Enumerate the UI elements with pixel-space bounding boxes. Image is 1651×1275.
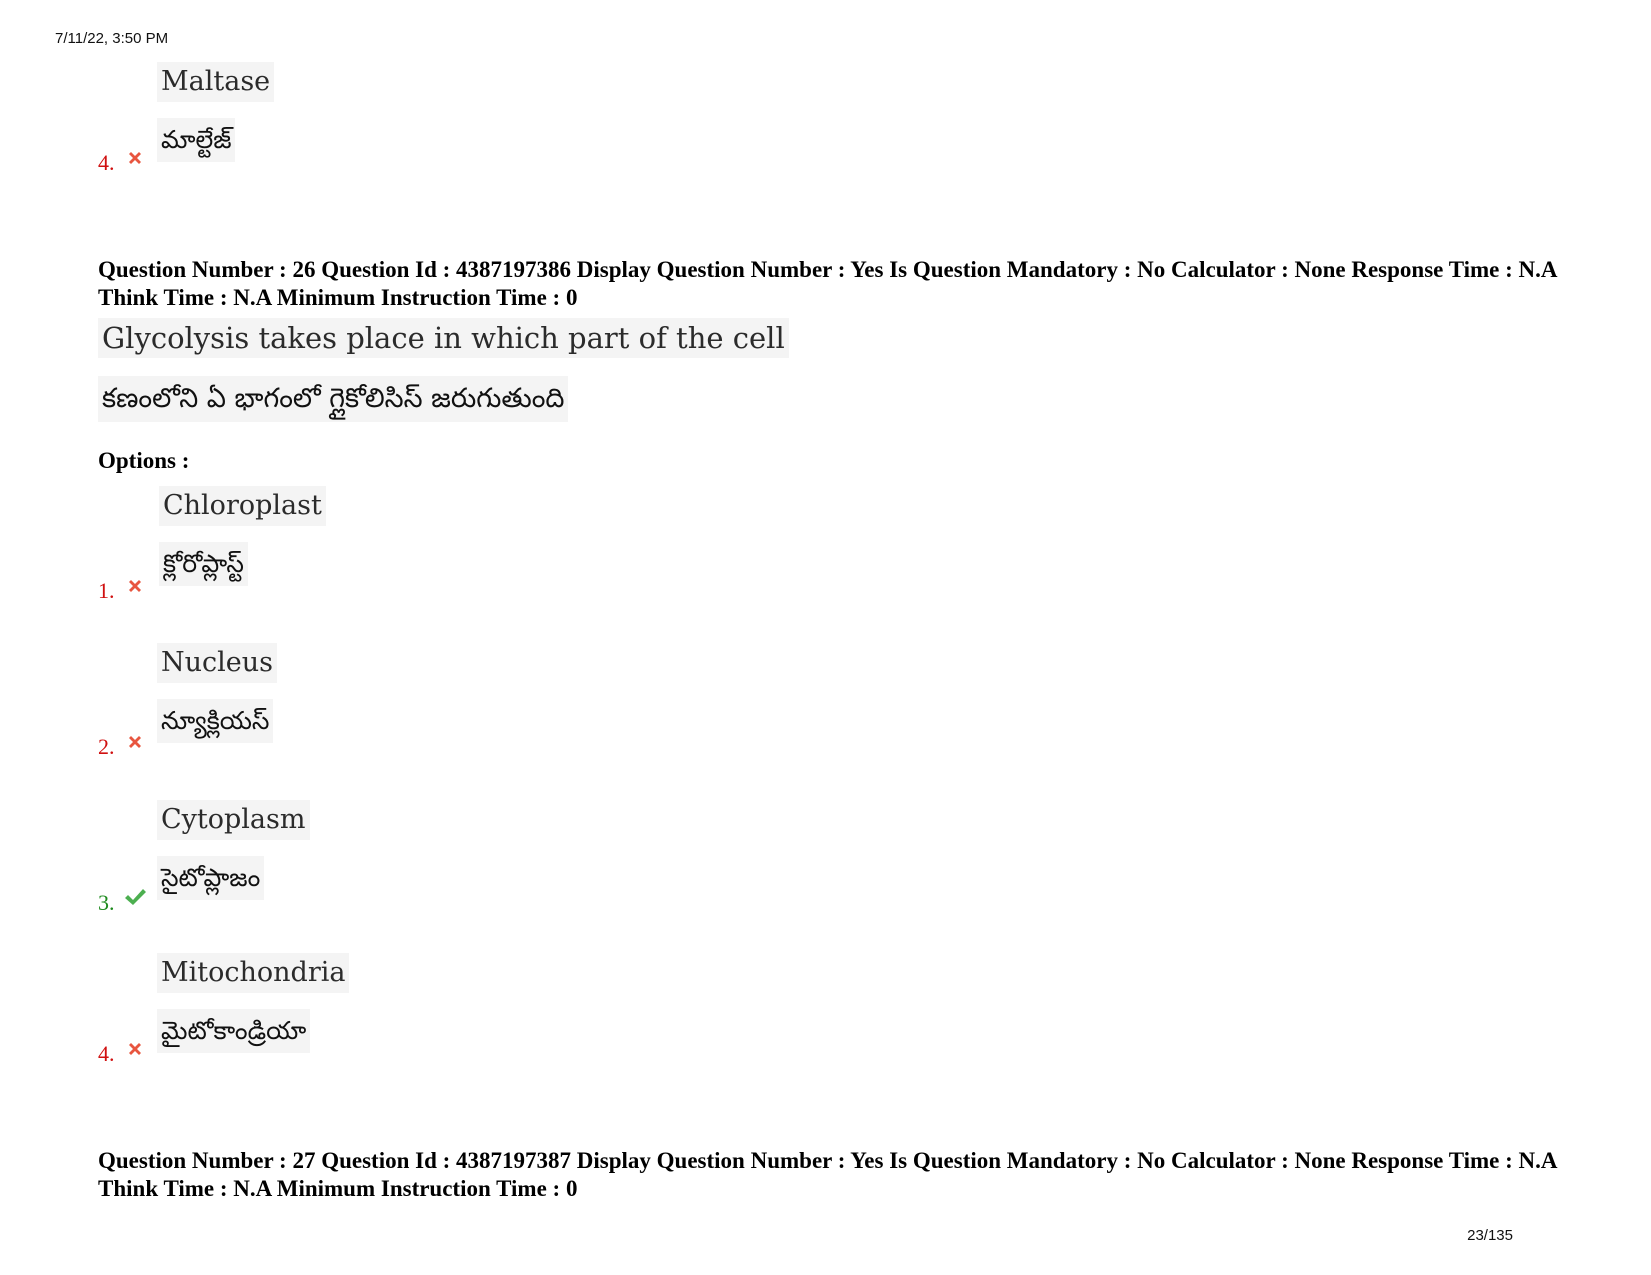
correct-check-icon [123,886,147,908]
question-26-english: Glycolysis takes place in which part of the cell [98,318,789,358]
prev-option-4-telugu: మాల్టేజ్ [157,118,235,162]
option-1-english: Chloroplast [159,486,326,526]
wrong-cross-icon [125,1039,145,1059]
option-4-number: 4. [98,1041,115,1066]
option-4-telugu: మైటోకాండ్రియా [157,1009,310,1053]
prev-option-4-number: 4. [98,150,115,175]
options-label: Options : [98,448,190,473]
option-2-number: 2. [98,734,115,759]
option-4-english: Mitochondria [157,953,349,993]
question-27-meta: Question Number : 27 Question Id : 4387197387 Display Question Number : Yes Is Question Mandatory : No Calculator : None Response Time : N.A Think Time : N.A Minimum Instruction Time : 0 [98,1148,1557,1201]
question-26-meta: Question Number : 26 Question Id : 4387197386 Display Question Number : Yes Is Question Mandatory : No Calculator : None Response Time : N.A Think Time : N.A Minimum Instruction Time : 0 [98,257,1557,310]
question-26-telugu: కణంలోని ఏ భాగంలో గ్లైకోలిసిస్ జరుగుతుంది [98,376,568,422]
option-2-english: Nucleus [157,643,277,683]
option-3-english: Cytoplasm [157,800,310,840]
option-3-number: 3. [98,890,115,915]
wrong-cross-icon [125,732,145,752]
option-1-telugu: క్లోరోప్లాస్ట్ [159,542,248,586]
page-number: 23/135 [1467,1227,1513,1244]
wrong-cross-icon [125,148,145,168]
wrong-cross-icon [125,576,145,596]
option-1-number: 1. [98,578,115,603]
option-2-telugu: న్యూక్లియస్ [157,699,273,743]
prev-option-4-english: Maltase [157,62,274,102]
option-3-telugu: సైటోప్లాజం [157,856,264,900]
print-timestamp: 7/11/22, 3:50 PM [55,30,169,47]
